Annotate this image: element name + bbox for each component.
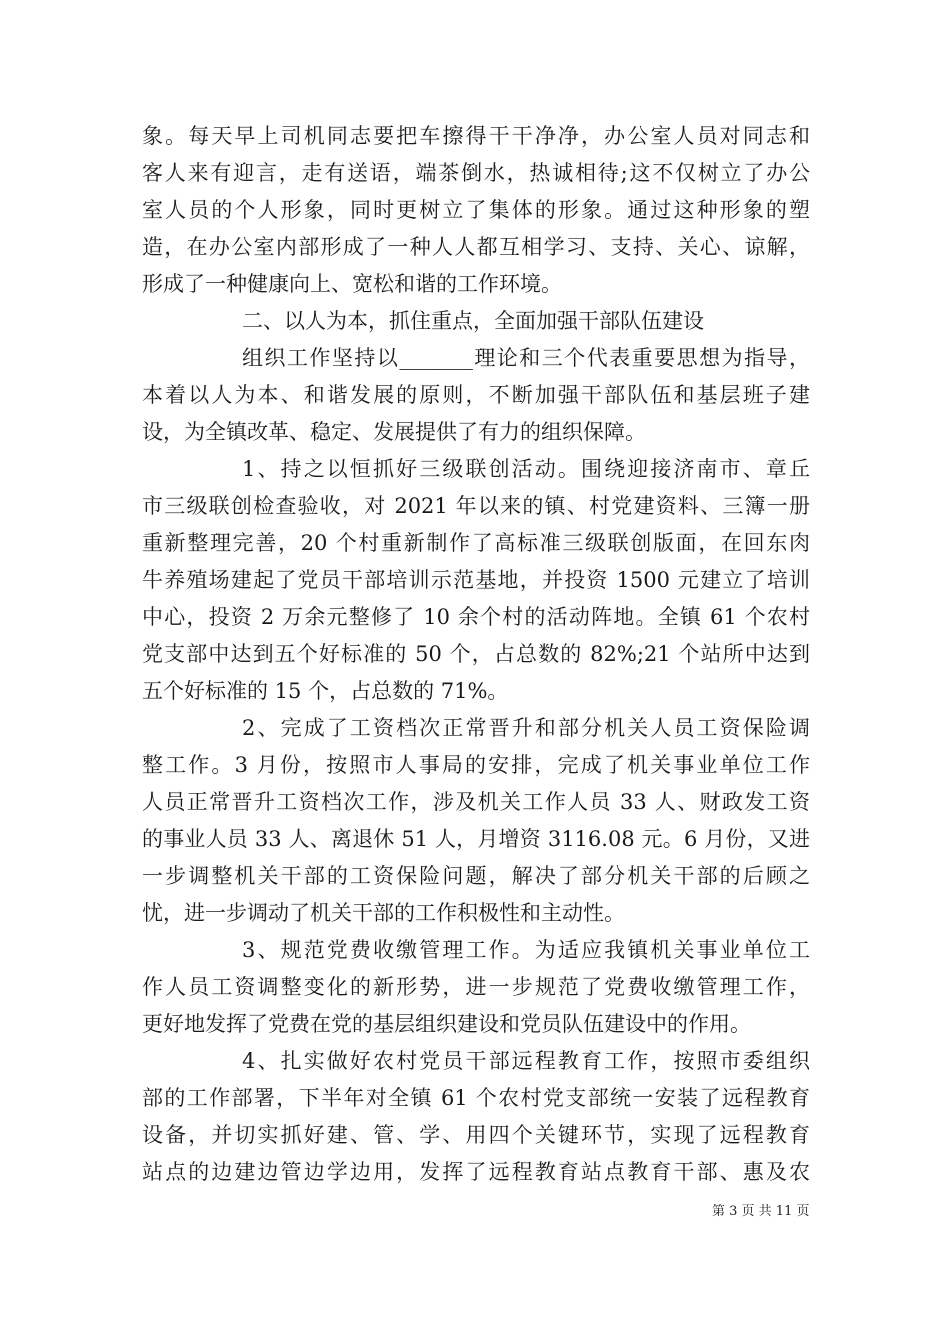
text-line: 设备，并切实抓好建、管、学、用四个关键环节，实现了远程教育 — [142, 1123, 810, 1147]
text-line: 五个好标准的 15 个，占总数的 71%。 — [142, 679, 509, 703]
text-line: 象。每天早上司机同志要把车擦得干干净净，办公室人员对同志和 — [142, 124, 810, 148]
text-line: 牛养殖场建起了党员干部培训示范基地，并投资 1500 元建立了培训 — [142, 568, 810, 592]
text-line: 造，在办公室内部形成了一种人人都互相学习、支持、关心、谅解， — [142, 235, 810, 259]
text-line: 市三级联创检查验收，对 2021 年以来的镇、村党建资料、三簿一册 — [142, 494, 810, 518]
section-heading: 二、以人为本，抓住重点，全面加强干部队伍建设 — [242, 309, 704, 333]
text-line: 形成了一种健康向上、宽松和谐的工作环境。 — [142, 272, 562, 296]
text-line: 忧，进一步调动了机关干部的工作积极性和主动性。 — [142, 901, 625, 925]
text-line: 站点的边建边管边学边用，发挥了远程教育站点教育干部、惠及农 — [142, 1160, 810, 1184]
text-line: 3、规范党费收缴管理工作。为适应我镇机关事业单位工 — [242, 938, 810, 962]
text-line: 2、完成了工资档次正常晋升和部分机关人员工资保险调 — [242, 716, 810, 740]
paragraph-item-3 — [142, 932, 810, 1043]
text-line: 部的工作部署，下半年对全镇 61 个农村党支部统一安装了远程教育 — [142, 1086, 810, 1110]
text-line: 一步调整机关干部的工资保险问题，解决了部分机关干部的后顾之 — [142, 864, 810, 888]
text-line: 的事业人员 33 人、离退休 51 人，月增资 3116.08 元。6 月份，又进 — [142, 827, 810, 851]
page-indicator: 第 3 页 共 11 页 — [712, 1204, 810, 1219]
paragraph-item-2 — [142, 710, 810, 932]
text-line: 设，为全镇改革、稳定、发展提供了有力的组织保障。 — [142, 420, 646, 444]
paragraph-intro — [142, 340, 810, 451]
text-line: 中心，投资 2 万余元整修了 10 余个村的活动阵地。全镇 61 个农村 — [142, 605, 810, 629]
text-line: 组织工作坚持以_______理论和三个代表重要思想为指导， — [242, 346, 810, 370]
text-line: 整工作。3 月份，按照市人事局的安排，完成了机关事业单位工作 — [142, 753, 810, 777]
text-line: 人员正常晋升工资档次工作，涉及机关工作人员 33 人、财政发工资 — [142, 790, 810, 814]
text-line: 4、扎实做好农村党员干部远程教育工作，按照市委组织 — [242, 1049, 810, 1073]
paragraph-office-image — [142, 118, 810, 303]
text-line: 客人来有迎言，走有送语，端茶倒水，热诚相待;这不仅树立了办公 — [142, 161, 810, 185]
text-line: 室人员的个人形象，同时更树立了集体的形象。通过这种形象的塑 — [142, 198, 810, 222]
text-line: 作人员工资调整变化的新形势，进一步规范了党费收缴管理工作， — [142, 975, 810, 999]
text-line: 重新整理完善，20 个村重新制作了高标准三级联创版面，在回东肉 — [142, 531, 810, 555]
text-line: 1、持之以恒抓好三级联创活动。围绕迎接济南市、章丘 — [242, 457, 810, 481]
paragraph-item-4 — [142, 1043, 810, 1191]
document-page — [142, 118, 810, 1191]
text-line: 本着以人为本、和谐发展的原则，不断加强干部队伍和基层班子建 — [142, 383, 810, 407]
text-line: 党支部中达到五个好标准的 50 个，占总数的 82%;21 个站所中达到 — [142, 642, 810, 666]
text-line: 更好地发挥了党费在党的基层组织建设和党员队伍建设中的作用。 — [142, 1012, 751, 1036]
paragraph-item-1 — [142, 451, 810, 710]
